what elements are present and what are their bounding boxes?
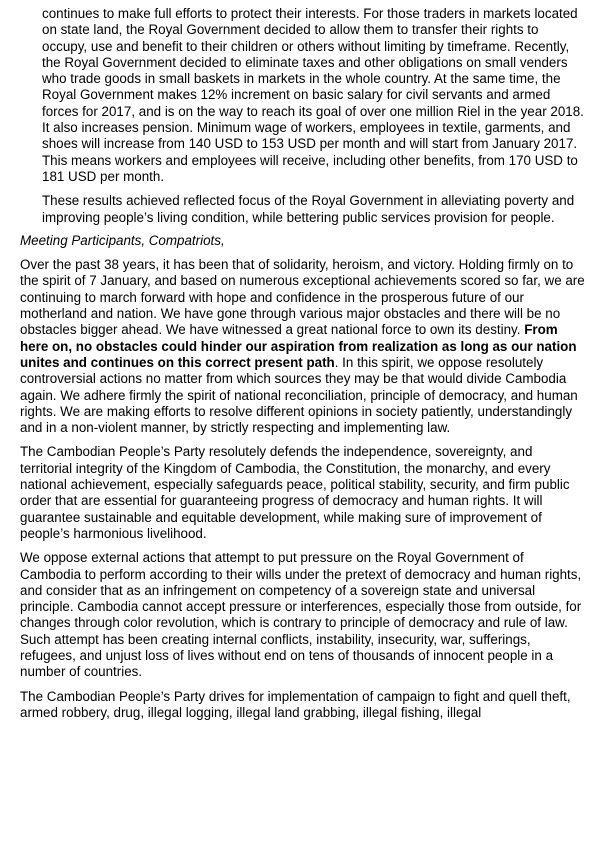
paragraph-wages: continues to make full efforts to protect their interests. For those traders in markets located on state land, the Royal Government decided to allow them to transfer their rights to occupy, use and benefit to their children or others without limiting by timeframe. Recently, the Royal Government decided to eliminate taxes and other obligations on small venders who trade goods in small baskets in markets in the whole country. At the same time, the Royal Government makes 12% increment on basic salary for civil servants and armed forces for 2017, and is on the way to reach its goal of over one million Riel in the year 2018. It also increases pension. Minimum wage of workers, employees in textile, garments, and shoes will increase from 140 USD to 153 USD per month and will start from January 2017. This means workers and employees will receive, including other benefits, from 170 USD to 181 USD per month. [42, 6, 584, 184]
paragraph-oppose-external-actions: We oppose external actions that attempt to put pressure on the Royal Government of Cambodia to perform according to their wills under the pretext of democracy and human rights, and consider that as an infringement on competency of a sovereign state and universal principle. Cambodia cannot accept pressure or interferences, especially those from outside, for changes through color revolution, which is contrary to principle of democracy and rule of law. Such attempt has been creating internal conflicts, instability, insecurity, war, sufferings, refugees, and unjust loss of lives without end on tens of thousands of innocent people in a number of countries. [20, 550, 582, 680]
paragraph-cpp-defends: The Cambodian People’s Party resolutely defends the independence, sovereignty, and territorial integrity of the Kingdom of Cambodia, the Constitution, the monarchy, and every national achievement, especially safeguards peace, political stability, security, and firm public order that are essential for guaranteeing progress of democracy and human rights. It will guarantee sustainable and equitable development, while making sure of improvement of people’s harmonious livelihood. [20, 444, 570, 541]
paragraph-text-before-bold: Over the past 38 years, it has been that of solidarity, heroism, and victory. Holding firmly on to the spirit of 7 January, and based on numerous exceptional achievements scored so far, we are continuing to march forward with hope and confidence in the prosperous future of our motherland and nation. We have gone through various major obstacles and there will be no obstacles bigger ahead. We have witnessed a great national force to own its destiny. [20, 257, 585, 338]
section-heading-meeting-participants: Meeting Participants, Compatriots, [20, 232, 225, 248]
paragraph-campaign: The Cambodian People’s Party drives for implementation of campaign to fight and quell theft, armed robbery, drug, illegal logging, illegal land grabbing, illegal fishing, illegal [20, 688, 571, 720]
paragraph-past-38-years [20, 257, 585, 436]
paragraph-results: These results achieved reflected focus of the Royal Government in alleviating poverty and improving people’s living condition, while bettering public services provision for people. [42, 193, 575, 225]
paragraph-text-after-bold: . In this spirit, we oppose resolutely controversial actions no matter from which sources they may be that would divide Cambodia again. We adhere firmly the spirit of national reconciliation, principle of democracy, and human rights. We are making efforts to resolve different opinions in society patiently, understandingly and in a non-violent manner, by strictly respecting and implementing law. [20, 354, 578, 436]
paragraph-bold-statement: From here on, no obstacles could hinder our aspiration from realization as long as our nation unites and continues on this correct present path [20, 322, 577, 370]
